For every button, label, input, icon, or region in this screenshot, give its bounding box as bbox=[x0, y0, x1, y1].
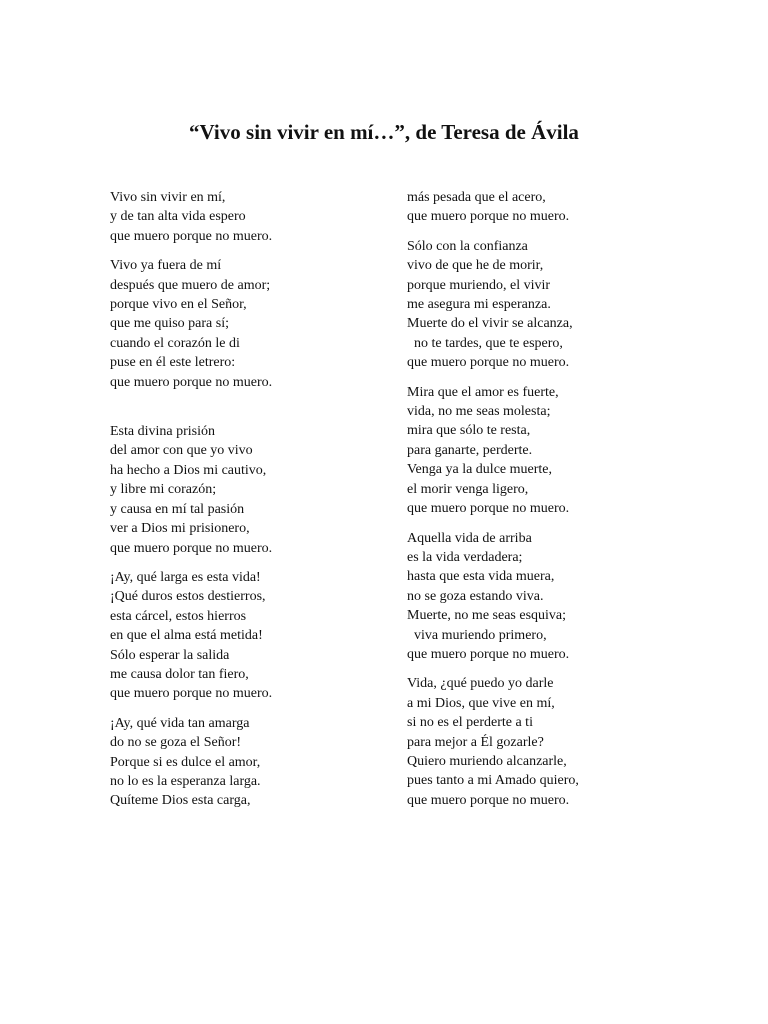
verse-line: mira que sólo te resta, bbox=[407, 423, 531, 439]
verse-line: después que muero de amor; bbox=[110, 277, 271, 293]
verse-line: que muero porque no muero. bbox=[110, 686, 273, 702]
verse-line: que muero porque no muero. bbox=[407, 355, 570, 371]
verse-line: el morir venga ligero, bbox=[407, 481, 529, 497]
verse-line: no lo es la esperanza larga. bbox=[110, 773, 261, 789]
verse-line: Venga ya la dulce muerte, bbox=[407, 462, 552, 478]
stanza-3 bbox=[110, 422, 370, 558]
verse-line: no se goza estando viva. bbox=[407, 588, 544, 604]
verse-line: para mejor a Él gozarle? bbox=[407, 734, 544, 750]
verse-line: puse en él este letrero: bbox=[110, 355, 236, 371]
verse-line: Sólo con la confianza bbox=[407, 238, 528, 254]
stanza-2 bbox=[110, 256, 370, 392]
verse-line: hasta que esta vida muera, bbox=[407, 569, 555, 585]
verse-line: esta cárcel, estos hierros bbox=[110, 608, 247, 624]
verse-line: que muero porque no muero. bbox=[110, 374, 273, 390]
stanza-6 bbox=[407, 237, 657, 373]
verse-line: Vivo sin vivir en mí, bbox=[110, 190, 226, 205]
verse-line: y libre mi corazón; bbox=[110, 482, 217, 498]
verse-line: Aquella vida de arriba bbox=[407, 530, 532, 546]
verse-line: del amor con que yo vivo bbox=[110, 443, 253, 459]
verse-line: Quiero muriendo alcanzarle, bbox=[407, 753, 567, 769]
verse-line: que muero porque no muero. bbox=[407, 792, 570, 808]
verse-line: si no es el perderte a ti bbox=[407, 715, 533, 731]
verse-line: Muerte, no me seas esquiva; bbox=[407, 608, 567, 624]
verse-line: Sólo esperar la salida bbox=[110, 647, 230, 663]
verse-line: es la vida verdadera; bbox=[407, 549, 523, 565]
verse-line: pues tanto a mi Amado quiero, bbox=[407, 773, 579, 789]
poem-title: “Vivo sin vivir en mí…”, de Teresa de Ávila bbox=[189, 120, 579, 144]
verse-line: más pesada que el acero, bbox=[407, 190, 546, 205]
poem-right-column bbox=[407, 188, 657, 820]
poem-left-column bbox=[110, 188, 370, 821]
verse-line: porque muriendo, el vivir bbox=[407, 277, 551, 293]
verse-line: que muero porque no muero. bbox=[407, 646, 570, 662]
verse-line: Mira que el amor es fuerte, bbox=[407, 384, 559, 400]
verse-line: porque vivo en el Señor, bbox=[110, 297, 247, 313]
verse-line: y causa en mí tal pasión bbox=[110, 501, 245, 517]
verse-line: cuando el corazón le di bbox=[110, 335, 240, 351]
verse-line: que muero porque no muero. bbox=[110, 540, 273, 556]
stanza-4 bbox=[110, 568, 370, 704]
verse-line: y de tan alta vida espero bbox=[110, 209, 246, 225]
verse-line: Esta divina prisión bbox=[110, 424, 215, 440]
verse-line: para ganarte, perderte. bbox=[407, 442, 533, 458]
verse-line: ver a Dios mi prisionero, bbox=[110, 521, 250, 537]
verse-line: Muerte do el vivir se alcanza, bbox=[407, 316, 573, 332]
verse-line: ha hecho a Dios mi cautivo, bbox=[110, 462, 267, 478]
stanza-7 bbox=[407, 383, 657, 519]
verse-line: que muero porque no muero. bbox=[110, 228, 273, 244]
verse-line: viva muriendo primero, bbox=[414, 627, 547, 643]
verse-line: a mi Dios, que vive en mí, bbox=[407, 695, 555, 711]
stanza-5-continued bbox=[407, 188, 657, 227]
verse-line: Vida, ¿qué puedo yo darle bbox=[407, 676, 554, 692]
stanza-9 bbox=[407, 674, 657, 810]
verse-line: vida, no me seas molesta; bbox=[407, 404, 551, 420]
verse-line: no te tardes, que te espero, bbox=[414, 335, 563, 351]
stanza-5 bbox=[110, 714, 370, 811]
stanza-1 bbox=[110, 188, 370, 246]
stanza-8 bbox=[407, 529, 657, 665]
verse-line: que muero porque no muero. bbox=[407, 209, 570, 225]
verse-line: ¡Ay, qué larga es esta vida! bbox=[110, 569, 261, 585]
verse-line: que muero porque no muero. bbox=[407, 501, 570, 517]
verse-line: Quíteme Dios esta carga, bbox=[110, 793, 251, 809]
verse-line: en que el alma está metida! bbox=[110, 628, 263, 644]
verse-line: ¡Qué duros estos destierros, bbox=[110, 589, 266, 605]
verse-line: ¡Ay, qué vida tan amarga bbox=[110, 715, 250, 731]
verse-line: Porque si es dulce el amor, bbox=[110, 754, 261, 770]
verse-line: do no se goza el Señor! bbox=[110, 735, 242, 751]
verse-line: me asegura mi esperanza. bbox=[407, 297, 551, 313]
verse-line: que me quiso para sí; bbox=[110, 316, 229, 332]
verse-line: Vivo ya fuera de mí bbox=[110, 258, 222, 274]
verse-line: me causa dolor tan fiero, bbox=[110, 666, 249, 682]
verse-line: vivo de que he de morir, bbox=[407, 258, 544, 274]
